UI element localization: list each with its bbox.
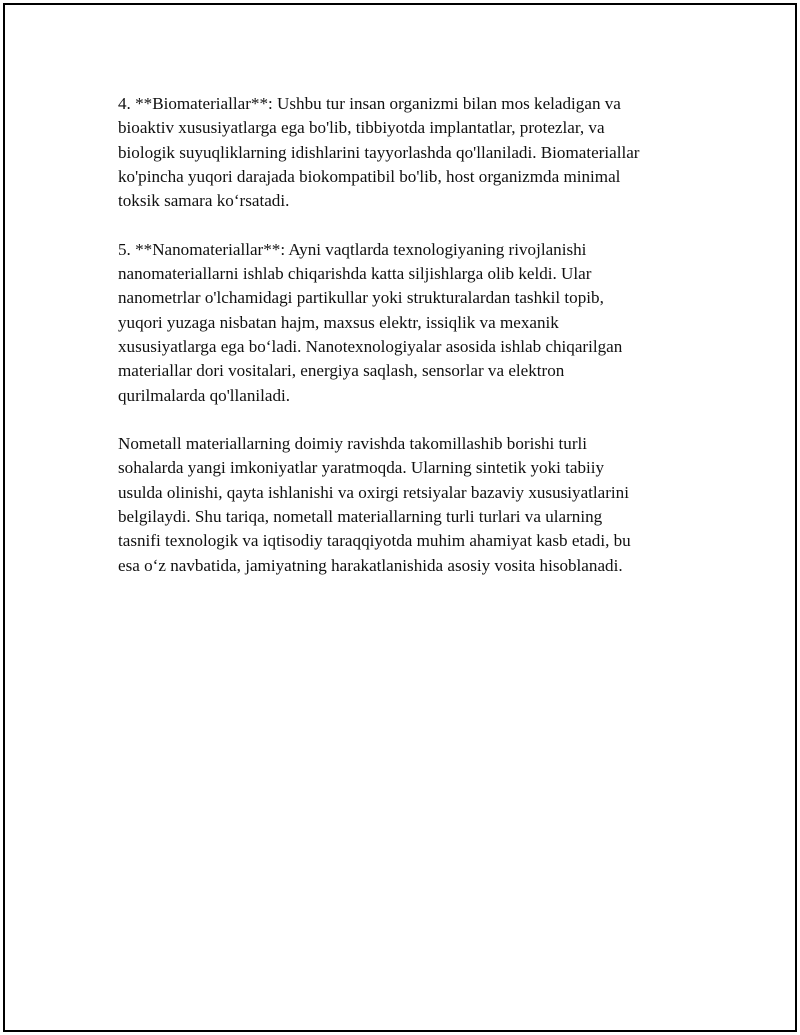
text-line: sohalarda yangi imkoniyatlar yaratmoqda. Ularning sintetik yoki tabiiy [118, 458, 605, 478]
text-line: xususiyatlarga ega bo‘ladi. Nanotexnologiyalar asosida ishlab chiqarilgan [118, 336, 623, 356]
text-line: belgilaydi. Shu tariqa, nometall materiallarning turli turlari va ularning [118, 507, 603, 527]
text-line: tasnifi texnologik va iqtisodiy taraqqiyotda muhim ahamiyat kasb etadi, bu [118, 531, 631, 551]
paragraph-nanomaterials [118, 238, 683, 408]
paragraph-biomaterials [118, 92, 683, 213]
paragraph-conclusion [118, 432, 683, 578]
document-body [118, 92, 683, 602]
text-line: bioaktiv xususiyatlarga ega bo'lib, tibbiyotda implantatlar, protezlar, va [118, 118, 605, 138]
text-line: qurilmalarda qo'llaniladi. [118, 385, 291, 405]
text-line: usulda olinishi, qayta ishlanishi va oxirgi retsiyalar bazaviy xususiyatlarini [118, 482, 629, 502]
text-line: materiallar dori vositalari, energiya saqlash, sensorlar va elektron [118, 361, 565, 381]
text-line: biologik suyuqliklarning idishlarini tayyorlashda qo'llaniladi. Biomateriallar [118, 142, 640, 162]
text-line: toksik samara ko‘rsatadi. [118, 191, 290, 211]
text-line: nanometrlar o'lchamidagi partikullar yoki strukturalardan tashkil topib, [118, 288, 604, 308]
text-line: nanomateriallarni ishlab chiqarishda katta siljishlarga olib keldi. Ular [118, 264, 592, 284]
text-line: 5. **Nanomateriallar**: Ayni vaqtlarda texnologiyaning rivojlanishi [118, 239, 587, 259]
text-line: esa o‘z navbatida, jamiyatning harakatlanishida asosiy vosita hisoblanadi. [118, 555, 623, 575]
text-line: ko'pincha yuqori darajada biokompatibil bo'lib, host organizmda minimal [118, 166, 621, 186]
text-line: 4. **Biomateriallar**: Ushbu tur insan organizmi bilan mos keladigan va [118, 94, 621, 113]
text-line: yuqori yuzaga nisbatan hajm, maxsus elektr, issiqlik va mexanik [118, 312, 559, 332]
text-line: Nometall materiallarning doimiy ravishda takomillashib borishi turli [118, 434, 588, 454]
